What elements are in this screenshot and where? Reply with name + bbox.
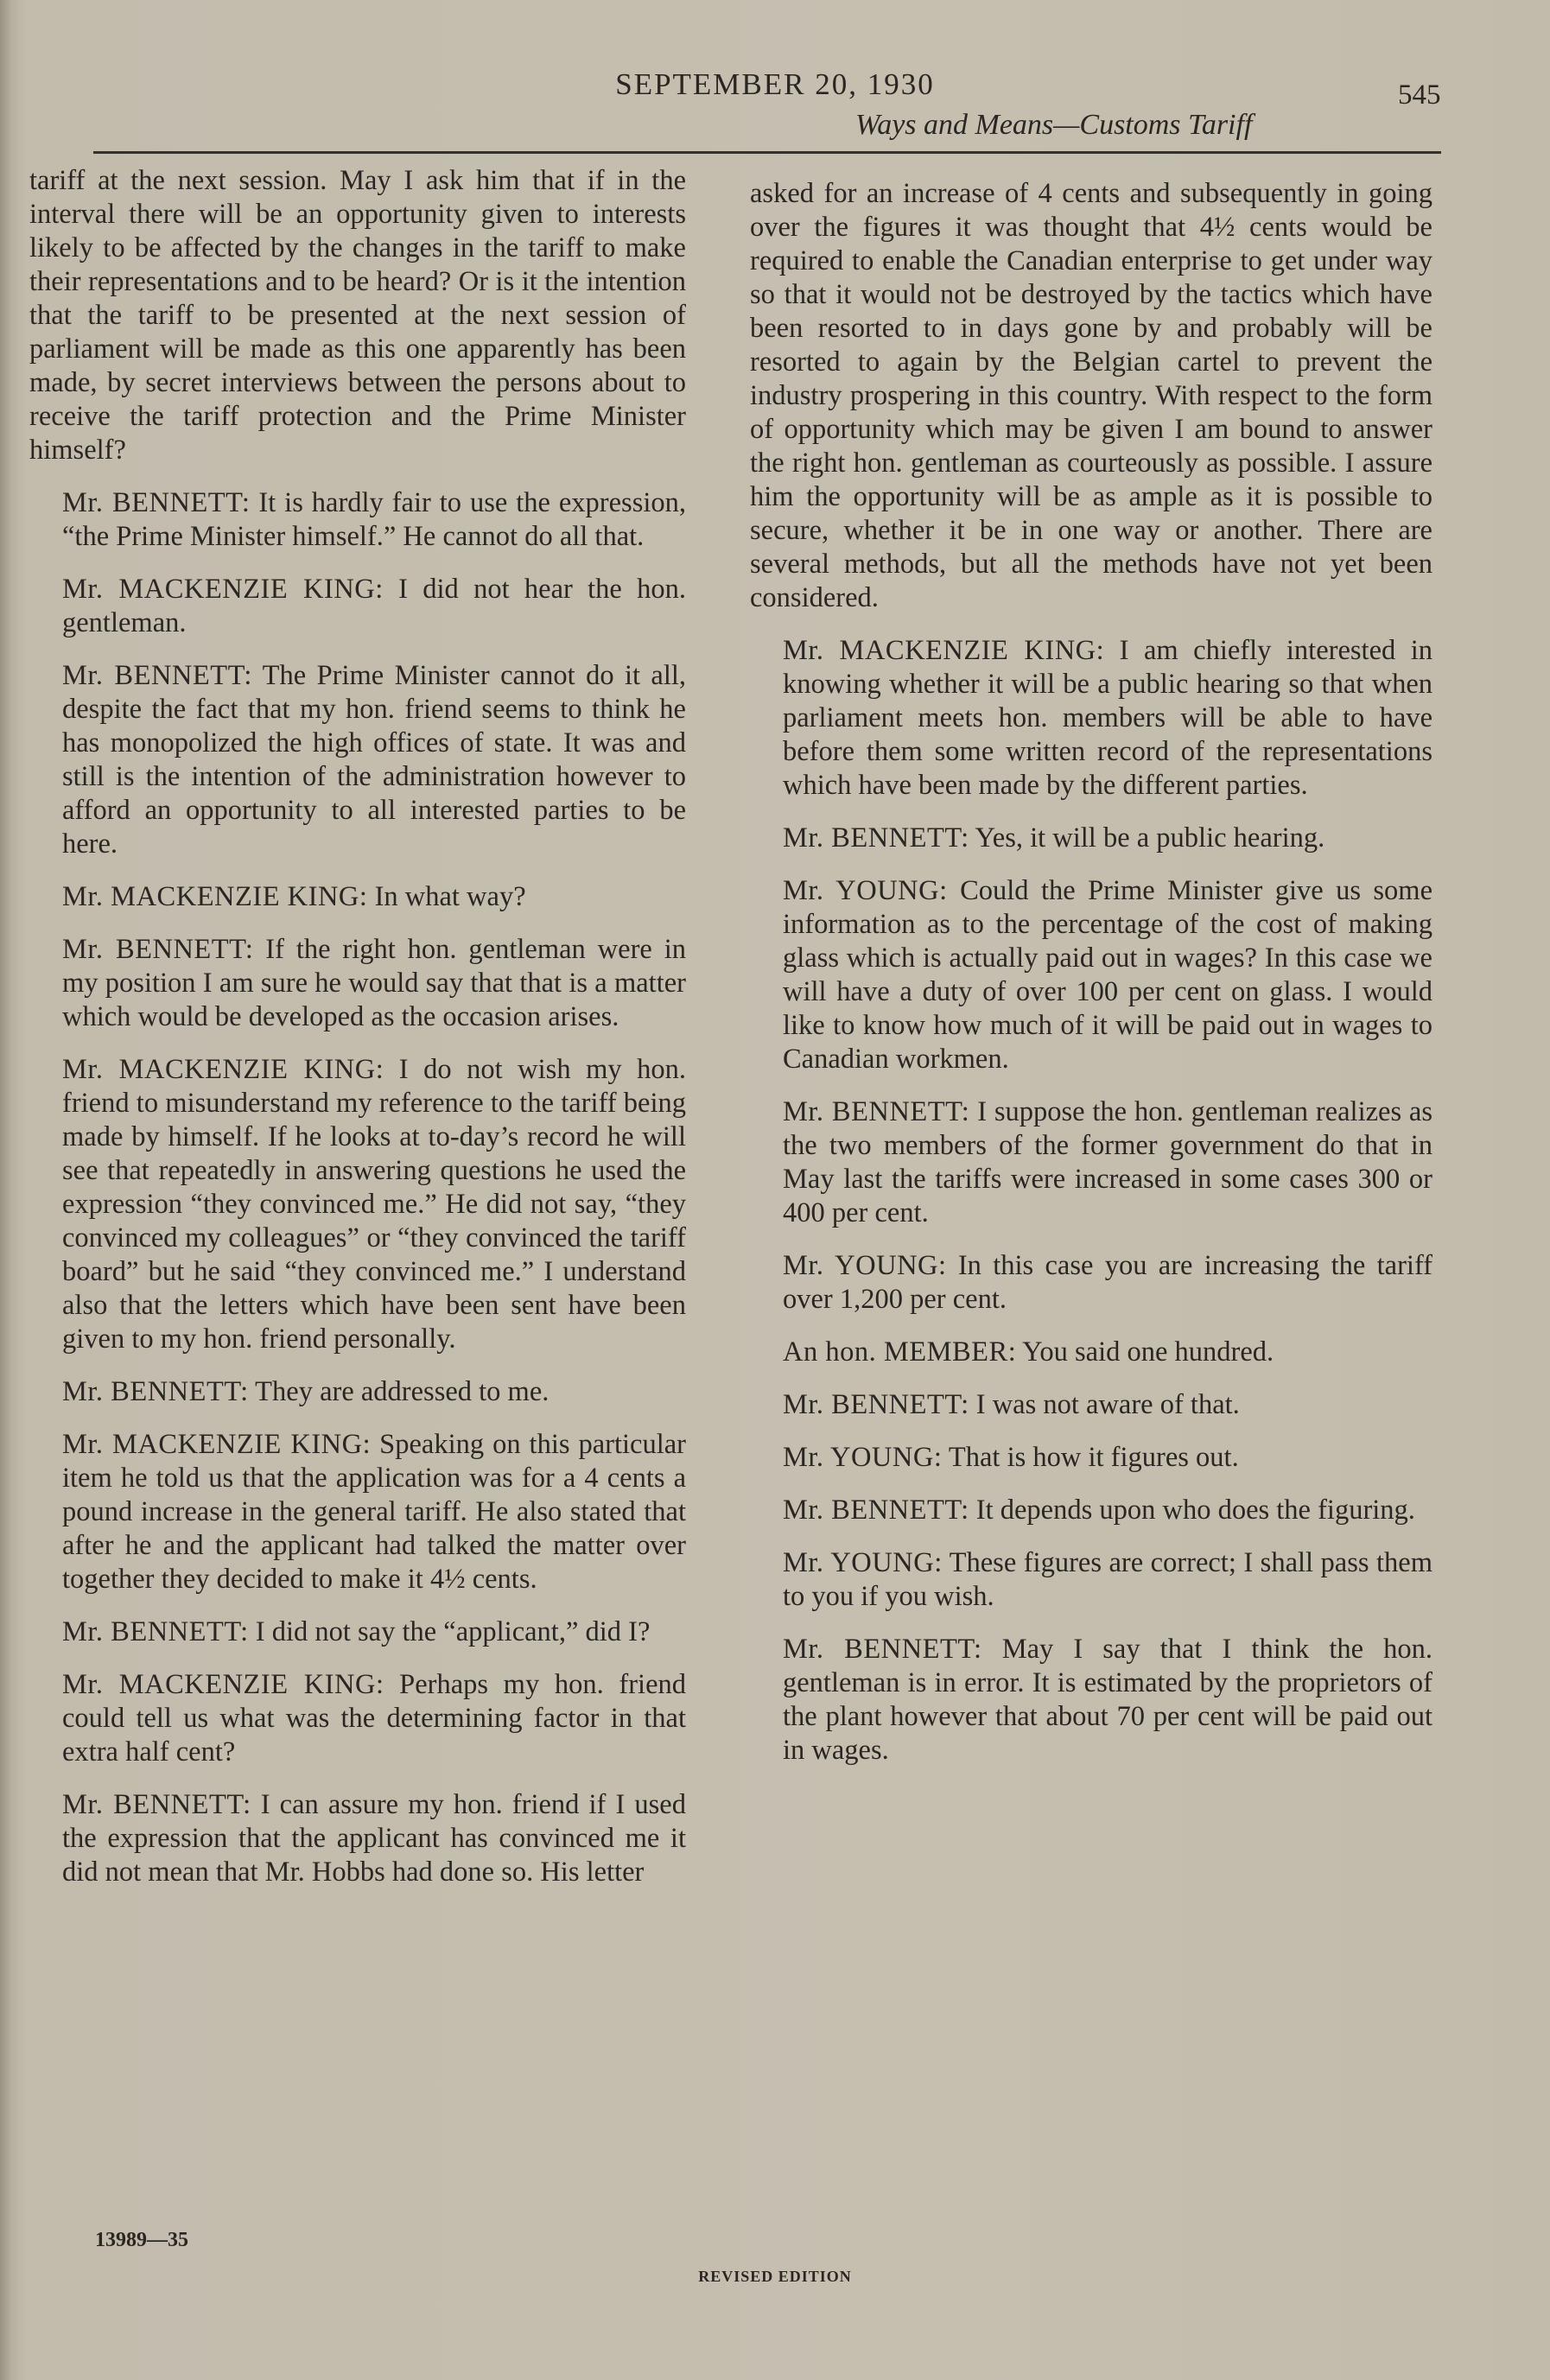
paragraph-text: May I say that I think the hon. gentleman is in error. It is estimated by the proprietors of the plant however that about 70 per cent will be paid out in wages. bbox=[783, 1634, 1432, 1766]
speaker-name: Mr. BENNETT: bbox=[783, 1495, 969, 1526]
speaker-name: Mr. BENNETT: bbox=[62, 1376, 249, 1407]
paragraph bbox=[750, 1494, 1432, 1527]
paragraph bbox=[29, 1428, 686, 1596]
paragraph bbox=[29, 164, 686, 467]
paragraph bbox=[29, 573, 686, 640]
paragraph-text: That is how it figures out. bbox=[948, 1442, 1239, 1473]
paragraph bbox=[29, 659, 686, 861]
paragraph-text: I did not say the “applicant,” did I? bbox=[255, 1616, 651, 1647]
paragraph bbox=[29, 486, 686, 554]
paragraph bbox=[750, 1546, 1432, 1614]
paragraph-text: I am chiefly interested in knowing whether it will be a public hearing so that when parliament meets hon. members will be able to have before them some written record of the representations which have been made by the different parties. bbox=[783, 635, 1433, 801]
paragraph-text: Speaking on this particular item he told us that the application was for a 4 cents a pound increase in the general tariff. He also stated that after he and the applicant had talked the matter over together they decided to make it 4½ cents. bbox=[62, 1429, 687, 1595]
speaker-name: Mr. MACKENZIE KING: bbox=[62, 1054, 384, 1085]
speaker-name: Mr. BENNETT: bbox=[783, 1096, 970, 1127]
speaker-name: Mr. BENNETT: bbox=[62, 1789, 251, 1820]
speaker-name: Mr. BENNETT: bbox=[783, 822, 969, 854]
paragraph-text: I can assure my hon. friend if I used the expression that the applicant has convinced me it did not mean that Mr. Hobbs had done so. His letter bbox=[62, 1789, 686, 1888]
speaker-name: Mr. YOUNG: bbox=[783, 875, 948, 906]
speaker-name: Mr. MACKENZIE KING: bbox=[62, 574, 384, 605]
paragraph-text: In this case you are increasing the tariff over 1,200 per cent. bbox=[783, 1250, 1433, 1315]
paragraph bbox=[29, 933, 686, 1034]
paragraph-text: I was not aware of that. bbox=[975, 1389, 1240, 1420]
paragraph bbox=[750, 1095, 1432, 1230]
paragraph bbox=[750, 1249, 1432, 1317]
paragraph bbox=[29, 1788, 686, 1889]
paragraph bbox=[29, 1053, 686, 1356]
paragraph bbox=[750, 1388, 1432, 1422]
speaker-name: Mr. MACKENZIE KING: bbox=[62, 1429, 372, 1460]
paragraph bbox=[750, 1441, 1432, 1475]
speaker-name: Mr. BENNETT: bbox=[62, 1616, 249, 1647]
right-column bbox=[750, 177, 1432, 1787]
speaker-name: Mr. MACKENZIE KING: bbox=[783, 635, 1105, 666]
left-column bbox=[29, 164, 686, 1908]
paragraph-text: I suppose the hon. gentleman realizes as the two members of the former government do that in May last the tariffs were increased in some cases 300 or 400 per cent. bbox=[783, 1096, 1433, 1228]
paragraph bbox=[29, 1668, 686, 1769]
paragraph bbox=[750, 822, 1432, 855]
speaker-name: An hon. MEMBER: bbox=[783, 1336, 1017, 1368]
paragraph-text: Perhaps my hon. friend could tell us what was the determining factor in that extra half cent? bbox=[62, 1669, 686, 1768]
speaker-name: Mr. MACKENZIE KING: bbox=[62, 1669, 384, 1700]
paragraph-text: I did not hear the hon. gentleman. bbox=[62, 574, 687, 638]
paragraph-text: asked for an increase of 4 cents and subsequently in going over the figures it was thought that 4½ cents would be required to enable the Canadian enterprise to get under way so that it would not be destroyed by the tactics which have been resorted to in days gone by and probably will be resorted to again by the Belgian cartel to prevent the industry prospering in this country. With respect to the form of opportunity which may be given I am bound to answer the right hon. gentleman as courteously as possible. I assure him the opportunity will be as ample as it is possible to secure, whether it be in one way or another. There are several methods, but all the methods have not yet been considered. bbox=[750, 178, 1432, 613]
speaker-name: Mr. BENNETT: bbox=[62, 934, 254, 965]
header-date: SEPTEMBER 20, 1930 bbox=[615, 67, 935, 101]
speaker-name: Mr. YOUNG: bbox=[783, 1547, 943, 1578]
paragraph-text: In what way? bbox=[374, 881, 526, 912]
paragraph bbox=[29, 1375, 686, 1409]
paragraph bbox=[750, 634, 1432, 803]
footer-edition: REVISED EDITION bbox=[698, 2268, 852, 2285]
speaker-name: Mr. YOUNG: bbox=[783, 1442, 943, 1473]
header-subtitle: Ways and Means—Customs Tariff bbox=[855, 109, 1253, 141]
paragraph-text: It is hardly fair to use the expression, “the Prime Minister himself.” He cannot do all that. bbox=[62, 487, 686, 552]
page-number: 545 bbox=[1398, 79, 1441, 111]
header-rule bbox=[93, 151, 1441, 154]
paragraph-text: They are addressed to me. bbox=[255, 1376, 549, 1407]
paragraph bbox=[750, 1633, 1432, 1768]
speaker-name: Mr. BENNETT: bbox=[62, 487, 251, 518]
paragraph-text: Could the Prime Minister give us some information as to the percentage of the cost of making glass which is actually paid out in wages? In this case we will have a duty of over 100 per cent on glass. I would like to know how much of it will be paid out in wages to Canadian workmen. bbox=[783, 875, 1432, 1075]
paragraph-text: Yes, it will be a public hearing. bbox=[975, 822, 1325, 854]
speaker-name: Mr. BENNETT: bbox=[783, 1389, 969, 1420]
paragraph-text: If the right hon. gentleman were in my position I am sure he would say that that is a matter which would be developed as the occasion arises. bbox=[62, 934, 686, 1032]
paragraph-text: tariff at the next session. May I ask him that if in the interval there will be an opportunity given to interests likely to be affected by the changes in the tariff to make their representations and to be heard? Or is it the intention that the tariff to be presented at the next session of parliament will be made as this one apparently has been made, by secret interviews between the persons about to receive the tariff protection and the Prime Minister himself? bbox=[29, 165, 686, 466]
footer-code: 13989—35 bbox=[95, 2229, 188, 2251]
paragraph bbox=[750, 1336, 1432, 1369]
paragraph bbox=[29, 1615, 686, 1649]
paragraph bbox=[29, 880, 686, 914]
paragraph-text: These figures are correct; I shall pass them to you if you wish. bbox=[783, 1547, 1432, 1612]
speaker-name: Mr. BENNETT: bbox=[62, 660, 252, 691]
speaker-name: Mr. YOUNG: bbox=[783, 1250, 947, 1281]
paragraph-text: You said one hundred. bbox=[1022, 1336, 1274, 1368]
paragraph-text: I do not wish my hon. friend to misunderstand my reference to the tariff being made by himself. If he looks at to-day’s record he will see that repeatedly in answering questions he used the expression “they convinced me.” He did not say, “they convinced my colleagues” or “they convinced the tariff board” but he said “they convinced me.” I understand also that the letters which have been sent have been given to my hon. friend personally. bbox=[62, 1054, 687, 1355]
paragraph bbox=[750, 177, 1432, 615]
paragraph bbox=[750, 874, 1432, 1076]
paragraph-text: The Prime Minister cannot do it all, despite the fact that my hon. friend seems to think he has monopolized the high offices of state. It was and still is the intention of the administration however to afford an opportunity to all interested parties to be here. bbox=[62, 660, 686, 860]
speaker-name: Mr. MACKENZIE KING: bbox=[62, 881, 368, 912]
paragraph-text: It depends upon who does the figuring. bbox=[975, 1495, 1415, 1526]
speaker-name: Mr. BENNETT: bbox=[783, 1634, 982, 1665]
